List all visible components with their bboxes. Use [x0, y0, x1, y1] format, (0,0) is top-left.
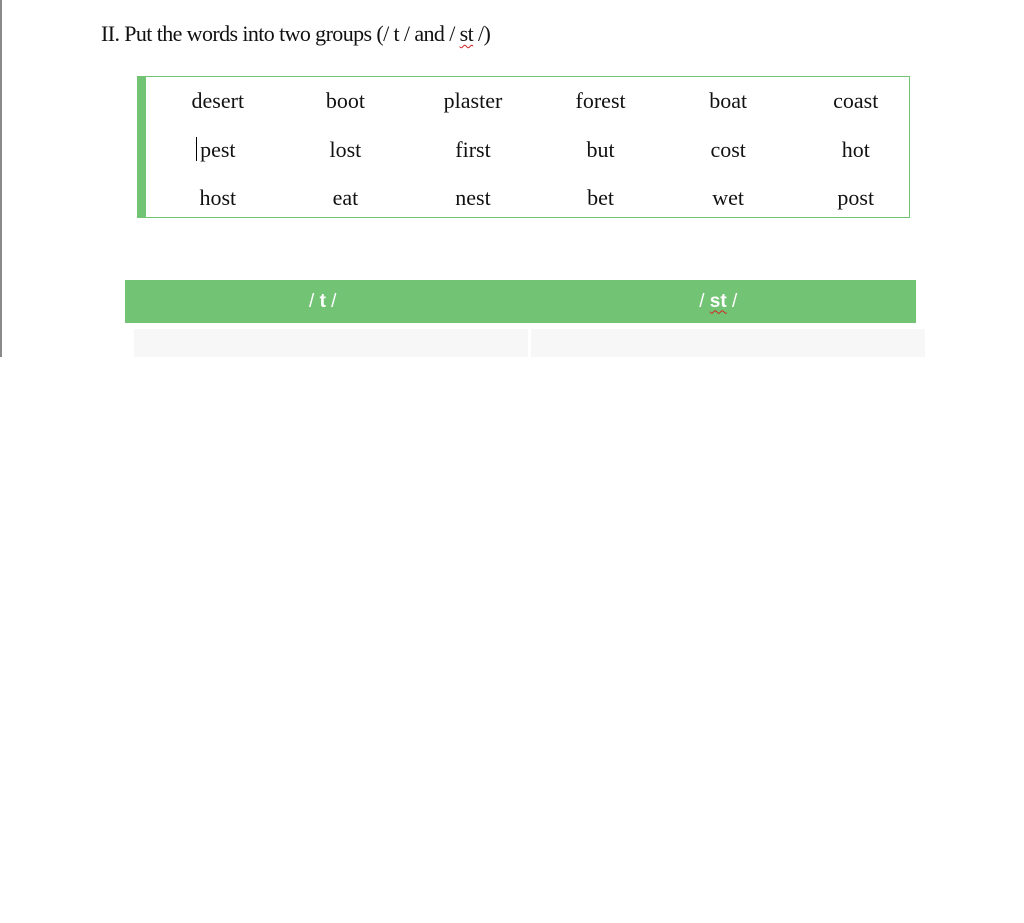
word-cell[interactable]: post	[837, 185, 875, 210]
word-box	[137, 76, 910, 218]
word-text: pest	[200, 136, 236, 162]
group-header-t[interactable]	[125, 280, 521, 323]
word-cell[interactable]: nest	[455, 185, 491, 210]
word-cell[interactable]: boot	[325, 88, 365, 113]
instruction-prefix: II. Put the words into two groups (/ t / and /	[101, 21, 460, 46]
word-cell[interactable]: but	[586, 136, 615, 162]
group-cell-t[interactable]	[134, 323, 531, 357]
word-cell[interactable]: wet	[712, 185, 745, 210]
slash-open: /	[699, 290, 710, 312]
word-cell[interactable]: boat	[709, 88, 748, 113]
group-table-header	[125, 280, 916, 323]
word-cell[interactable]: desert	[191, 88, 245, 113]
word-cell[interactable]: hot	[841, 136, 870, 162]
sound-label: t	[319, 290, 326, 312]
slash-close: /	[325, 290, 337, 312]
slash-open: /	[309, 290, 320, 312]
sound-label-spellcheck: st	[709, 290, 727, 312]
word-cell[interactable]: bet	[587, 185, 615, 210]
word-cell[interactable]: eat	[332, 185, 359, 210]
word-cell[interactable]: coast	[833, 88, 879, 113]
text-cursor	[196, 137, 197, 161]
page-edge	[0, 0, 2, 357]
word-cell-with-cursor[interactable]	[154, 125, 282, 174]
slash-close: /	[726, 290, 738, 312]
word-cell[interactable]: first	[455, 136, 491, 162]
instruction-suffix: /)	[473, 21, 491, 46]
group-table-body	[125, 323, 925, 357]
word-cell[interactable]: lost	[329, 136, 362, 162]
exercise-instruction	[101, 20, 490, 48]
group-cell-st[interactable]	[531, 323, 925, 357]
word-cell[interactable]: forest	[575, 88, 626, 113]
group-header-st[interactable]	[521, 280, 917, 323]
instruction-spellcheck-word[interactable]: st	[459, 21, 474, 46]
word-grid	[154, 77, 920, 222]
word-cell[interactable]: cost	[710, 136, 746, 162]
word-cell[interactable]: plaster	[443, 88, 503, 113]
word-cell[interactable]: host	[199, 185, 237, 210]
